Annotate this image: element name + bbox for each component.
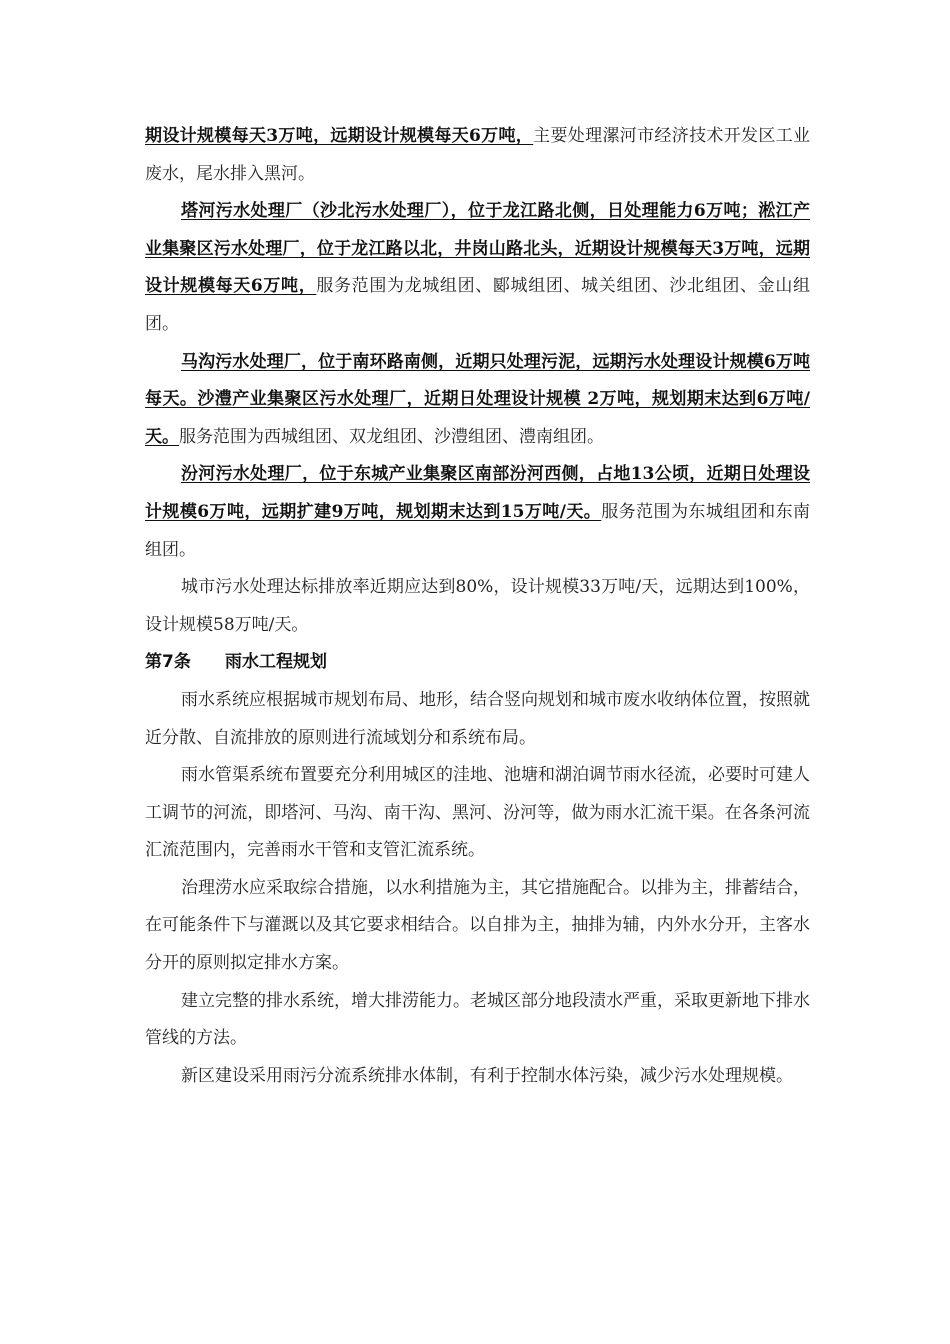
section-paragraph-3: 治理涝水应采取综合措施，以水利措施为主，其它措施配合。以排为主，排蓄结合，在可能条件下与灌溉以及其它要求相结合。以自排为主，抽排为辅，内外水分开，主客水分开的原则拟定排水方案。 — [145, 877, 810, 974]
paragraph-4 — [145, 456, 810, 569]
document-page — [145, 118, 810, 1095]
paragraph-3 — [145, 344, 810, 457]
section-paragraph-1: 雨水系统应根据城市规划布局、地形，结合竖向规划和城市废水收纳体位置，按照就近分散、自流排放的原则进行流域划分和系统布局。 — [145, 689, 810, 748]
section-paragraph-5: 新区建设采用雨污分流系统排水体制，有利于控制水体污染，减少污水处理规模。 — [181, 1065, 793, 1086]
underlined-text: 塔河污水处理厂（沙北污水处理厂），位于龙江路北侧，日处理能力6万吨；淞江产业集聚区污水处理厂，位于龙江路以北，井岗山路北头，近期设计规模每天3万吨，远期设计规模每天6万吨， — [145, 201, 810, 297]
paragraph-2 — [145, 193, 810, 343]
body-text: 服务范围为东城组团和东南组团。 — [145, 501, 811, 560]
body-text: 服务范围为西城组团、双龙组团、沙澧组团、澧南组团。 — [179, 426, 604, 447]
section-heading — [145, 644, 810, 682]
section-title: 雨水工程规划 — [225, 652, 327, 673]
body-text: 服务范围为龙城组团、郾城组团、城关组团、沙北组团、金山组团。 — [145, 276, 810, 334]
paragraph-1 — [145, 118, 810, 193]
underlined-text: 汾河污水处理厂，位于东城产业集聚区南部汾河西侧，占地13公顷，近期日处理设计规模6万吨，远期扩建9万吨，规划期末达到15万吨/天。 — [145, 464, 810, 522]
section-paragraph-4: 建立完整的排水系统，增大排涝能力。老城区部分地段渍水严重，采取更新地下排水管线的方法。 — [145, 990, 810, 1049]
section-paragraph-2: 雨水管渠系统布置要充分利用城区的洼地、池塘和湖泊调节雨水径流，必要时可建人工调节的河流，即塔河、马沟、南干沟、黑河、汾河等，做为雨水汇流干渠。在各条河流汇流范围内，完善雨水干管和支管汇流系统。 — [145, 765, 810, 861]
underlined-text: 马沟污水处理厂，位于南环路南侧，近期只处理污泥，远期污水处理设计规模6万吨每天。沙澧产业集聚区污水处理厂，近期日处理设计规模 2万吨，规划期末达到6万吨/天。 — [145, 351, 810, 447]
body-text: 城市污水处理达标排放率近期应达到80%，设计规模33万吨/天，远期达到100%，设计规模58万吨/天。 — [145, 577, 810, 635]
underlined-text: 期设计规模每天3万吨，远期设计规模每天6万吨， — [145, 126, 534, 146]
section-number: 第7条 — [145, 652, 191, 673]
body-text: 主要处理漯河市经济技术开发区工业废水，尾水排入黑河。 — [145, 126, 811, 184]
paragraph-5 — [145, 569, 810, 644]
